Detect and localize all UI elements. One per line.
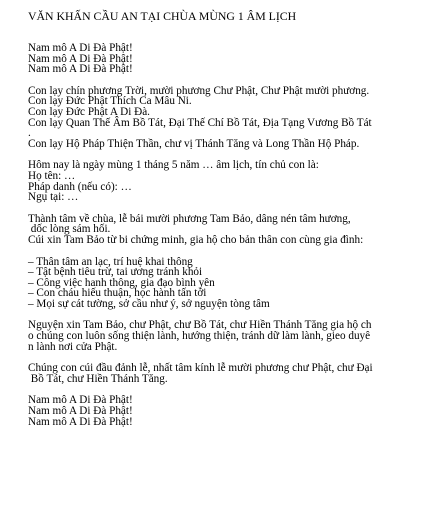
prayer-line: dốc lòng sám hối. xyxy=(28,223,111,236)
intro-paragraph xyxy=(28,160,432,202)
document-title: VĂN KHẤN CẦU AN TẠI CHÙA MÙNG 1 ÂM LỊCH xyxy=(28,9,297,23)
closing-paragraph xyxy=(28,363,432,384)
homage-line: Con lạy Hộ Pháp Thiện Thần, chư vị Thánh Tăng và Long Thần Hộ Pháp. xyxy=(28,137,360,150)
wish-item: – Thân tâm an lạc, trí huệ khai thông xyxy=(28,255,193,268)
invocation-line: Nam mô A Di Đà Phật! xyxy=(28,52,133,65)
invocation-line: Nam mô A Di Đà Phật! xyxy=(28,415,133,428)
dharma-name-field-line: Pháp danh (nếu có): … xyxy=(28,180,132,193)
wish-item: – Công việc hanh thông, gia đạo bình yên xyxy=(28,276,215,289)
prayer-line: Thành tâm về chùa, lễ bái mười phương Tam Bảo, dâng nén tâm hương, xyxy=(28,212,351,225)
homage-line: Con lạy Đức Phật A Di Đà. xyxy=(28,105,150,118)
prayer-paragraph xyxy=(28,214,432,246)
prayer-line: Cúi xin Tam Bảo từ bi chứng minh, gia hộ cho bản thân con cùng gia đình: xyxy=(28,233,364,246)
blessing-line: n lành nơi cửa Phật. xyxy=(28,340,118,353)
wish-item: – Tật bệnh tiêu trừ, tai ương tránh khỏi xyxy=(28,266,203,279)
blessing-line: o chúng con luôn sống thiện lành, hướng thiện, tránh dữ làm lành, gieo duyê xyxy=(28,330,371,343)
homage-paragraph xyxy=(28,86,432,150)
wish-item: – Con cháu hiếu thuận, học hành tấn tới xyxy=(28,287,207,300)
wish-item: – Mọi sự cát tường, sở cầu như ý, sở nguyện tòng tâm xyxy=(28,297,270,310)
address-field-line: Ngụ tại: … xyxy=(28,191,79,204)
date-line: Hôm nay là ngày mùng 1 tháng 5 năm … âm lịch, tín chủ con là: xyxy=(28,159,319,172)
invocation-line: Nam mô A Di Đà Phật! xyxy=(28,63,133,76)
opening-invocation xyxy=(28,43,432,75)
homage-line: Con lạy Đức Phật Thích Ca Mâu Ni. xyxy=(28,95,192,108)
ending-invocation xyxy=(28,395,432,427)
document-page xyxy=(28,10,432,427)
blessing-paragraph xyxy=(28,320,432,352)
paragraph-gap xyxy=(28,246,432,257)
homage-line: Con lạy chín phương Trời, mười phương Chư Phật, Chư Phật mười phương. xyxy=(28,84,370,97)
invocation-line: Nam mô A Di Đà Phật! xyxy=(28,405,133,418)
closing-line: Chúng con cúi đầu đảnh lễ, nhất tâm kính lễ mười phương chư Phật, chư Đại xyxy=(28,362,373,375)
name-field-line: Họ tên: … xyxy=(28,169,76,182)
invocation-line: Nam mô A Di Đà Phật! xyxy=(28,394,133,407)
homage-line: . xyxy=(28,127,31,140)
wishes-list xyxy=(28,257,432,310)
closing-line: Bồ Tát, chư Hiền Thánh Tăng. xyxy=(28,372,168,385)
homage-line: Con lạy Quan Thế Âm Bồ Tát, Đại Thế Chí Bồ Tát, Địa Tạng Vương Bồ Tát xyxy=(28,116,372,129)
invocation-line: Nam mô A Di Đà Phật! xyxy=(28,42,133,54)
blessing-line: Nguyện xin Tam Bảo, chư Phật, chư Bồ Tát, chư Hiền Thánh Tăng gia hộ ch xyxy=(28,319,372,332)
